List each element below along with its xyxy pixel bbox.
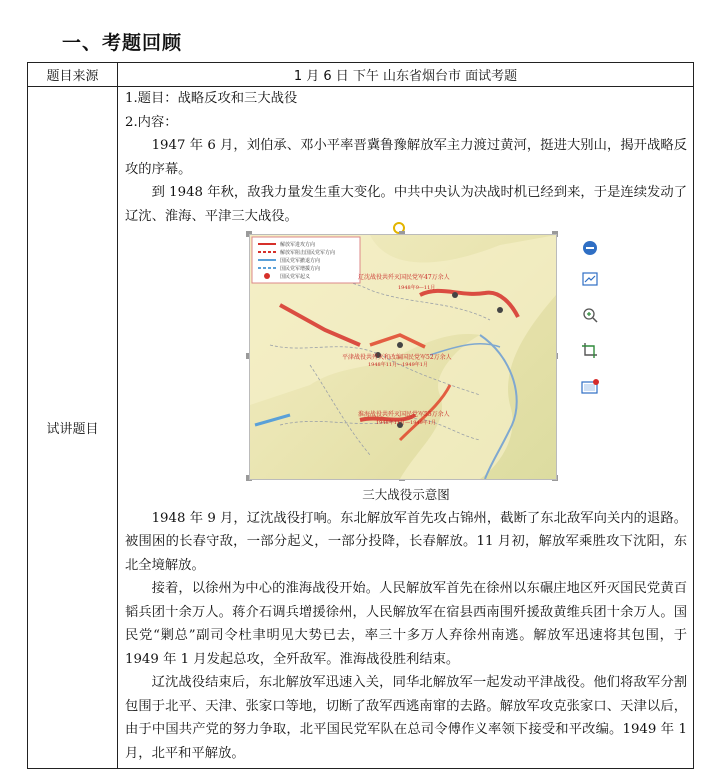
map-label-liaoshen: 辽沈战役共歼灭国民党军47万余人 — [358, 274, 450, 281]
map-legend-item: 国民党军增援方向 — [280, 266, 321, 272]
topic-content — [118, 87, 694, 769]
map-legend-item: 解放军进攻方向 — [280, 242, 316, 248]
paragraph-4: 接着，以徐州为中心的淮海战役开始。人民解放军首先在徐州以东碾庄地区歼灭国民党黄百韬兵团十余万人。蒋介石调兵增援徐州，人民解放军在宿县西南围歼援敌黄维兵团十余万人。国民党“剿总”副司令杜聿明见大势已去，率三十多万人弃徐州南逃。解放军迅速将其包围，于 1949 年 1 月发起总攻，全歼敌军。淮海战役胜利结束。 — [125, 581, 687, 667]
topic-row — [28, 87, 694, 769]
map-legend-item: 国民党军起义 — [280, 274, 311, 280]
paragraph-2: 到 1948 年秋，敌我力量发生重大变化。中共中央认为决战时机已经到来，于是连续发动了辽沈、淮海、平津三大战役。 — [125, 185, 687, 224]
image-layout-icon[interactable] — [581, 270, 599, 288]
map-legend-item: 国民党军撤退方向 — [280, 258, 321, 264]
battle-map-drawing — [250, 235, 556, 479]
battle-map-image — [249, 234, 557, 480]
zoom-in-icon[interactable] — [581, 306, 599, 324]
map-label-liaoshen-date: 1948年9—11月 — [398, 285, 436, 291]
paragraph-5: 辽沈战役结束后，东北解放军迅速入关，同华北解放军一起发动平津战役。他们将敌军分割包围于北平、天津、张家口等地，切断了敌军西逃南窜的去路。解放军攻克张家口、天津以后，由于中国共产党的努力争取，北平国民党军队在总司令傅作义率领下接受和平改编。1949 年 1 月，北平和平解放。 — [125, 675, 687, 761]
paragraph-3: 1948 年 9 月，辽沈战役打响。东北解放军首先攻占锦州，截断了东北敌军向关内的退路。被围困的长春守敌，一部分起义，一部分投降，长春解放。11 月初，解放军乘胜攻下沈阳，东北全境解放。 — [125, 510, 687, 573]
figure-caption: 三大战役示意图 — [362, 487, 450, 502]
source-row — [28, 63, 694, 87]
map-figure[interactable] — [125, 230, 687, 485]
map-label-pingjin-date: 1948年11月—1949年1月 — [368, 362, 428, 368]
crop-icon[interactable] — [581, 342, 599, 360]
source-label: 题目来源 — [28, 63, 118, 87]
content-label: 2.内容： — [125, 114, 178, 130]
map-legend-item: 解放军阻击国民党军方向 — [280, 250, 336, 256]
paragraph-1: 1947 年 6 月，刘伯承、邓小平率晋冀鲁豫解放军主力渡过黄河，挺进大别山，揭开战略反攻的序幕。 — [125, 138, 687, 177]
exam-table — [27, 62, 694, 769]
map-label-pingjin: 平津战役共歼灭和改编国民党军52万余人 — [342, 354, 452, 361]
map-label-huaihai: 淮海战役共歼灭国民党军55万余人 — [358, 411, 450, 418]
source-value: 1 月 6 日 下午 山东省烟台市 面试考题 — [118, 63, 694, 87]
map-label-huaihai-date: 1948年11月—1949年1月 — [376, 420, 436, 426]
topic-label: 试讲题目 — [28, 87, 118, 769]
title-line: 1.题目：战略反攻和三大战役 — [125, 91, 298, 106]
image-settings-icon[interactable] — [581, 378, 599, 396]
remove-icon[interactable] — [581, 239, 599, 257]
section-heading: 一、考题回顾 — [62, 32, 183, 54]
